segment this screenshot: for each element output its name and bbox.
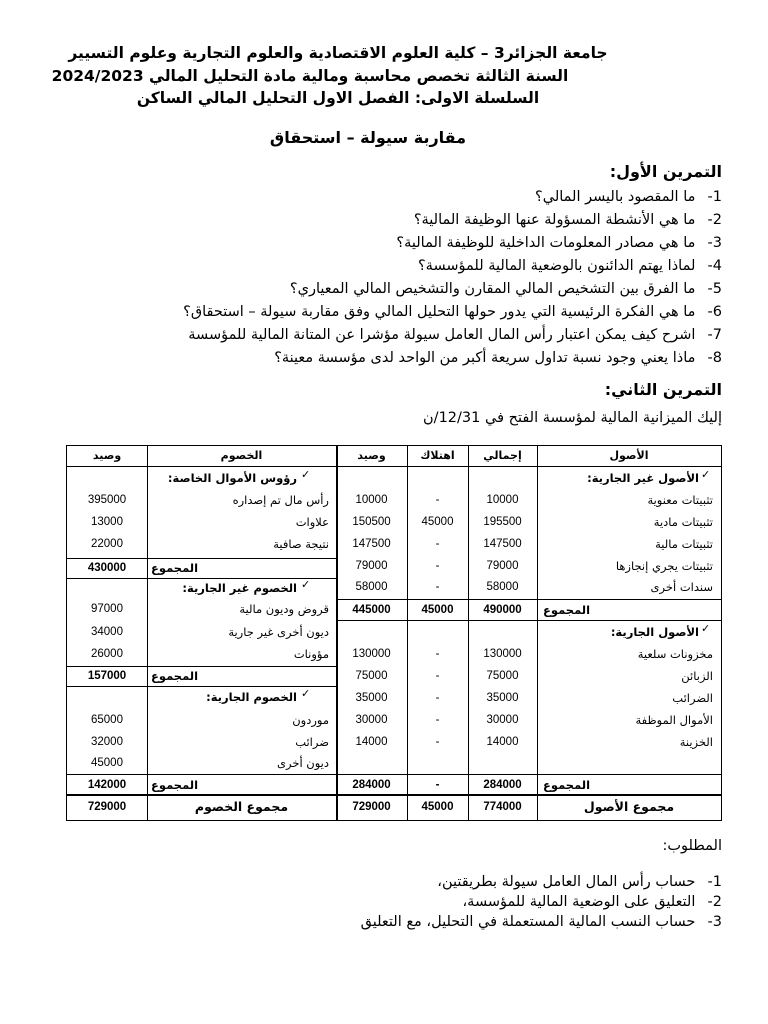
balance-sheet-table: [66, 445, 722, 821]
liability-label: ديون أخرى غير جارية: [228, 625, 329, 639]
question-text: ما الفرق بين التشخيص المالي المقارن والتشخيص المالي المعياري؟: [289, 281, 696, 297]
asset-net: 150500: [352, 516, 391, 528]
assets-grand-total-label: مجموع الأصول: [583, 799, 675, 814]
header-course: السنة الثالثة تخصص محاسبة ومالية مادة التحليل المالي 2024/2023: [51, 67, 569, 85]
question-text: لماذا يهتم الدائنون بالوضعية المالية للمؤسسة؟: [417, 258, 696, 274]
asset-dep: -: [435, 560, 440, 572]
liability-value: 97000: [91, 603, 123, 615]
assets-grand-total-net: 729000: [352, 801, 391, 813]
asset-gross: 30000: [486, 714, 519, 726]
question-text: ما هي مصادر المعلومات الداخلية للوظيفة المالية؟: [396, 235, 696, 251]
liability-label: نتيجة صافية: [273, 537, 329, 551]
question-text: ما المقصود باليسر المالي؟: [535, 189, 696, 205]
header-net: وصيد: [357, 449, 386, 462]
liability-label: موردون: [292, 713, 329, 727]
liability-subtotal-label: المجموع: [151, 669, 199, 683]
check-mark-icon: ✓: [301, 687, 311, 700]
liability-subtotal-value: 430000: [87, 562, 127, 574]
asset-label: تثبيتات مالية: [655, 537, 713, 551]
equity-title: رؤوس الأموال الخاصة:: [167, 471, 297, 485]
asset-net: 130000: [352, 648, 391, 660]
asset-label: الخزينة: [679, 735, 713, 749]
requirements-title: المطلوب:: [662, 838, 722, 854]
asset-subtotal-gross: 284000: [483, 779, 522, 791]
liability-label: قروض وديون مالية: [239, 602, 329, 616]
liability-value: 65000: [91, 714, 123, 726]
asset-gross: 79000: [486, 560, 519, 572]
asset-dep: -: [435, 581, 440, 593]
question-text: اشرح كيف يمكن اعتبار رأس المال العامل سيولة مؤشرا عن المتانة المالية للمؤسسة: [188, 327, 696, 343]
asset-gross: 35000: [486, 692, 519, 704]
requirement-item: [361, 892, 722, 912]
header-topic: مقاربة سيولة – استحقاق: [269, 128, 467, 147]
liability-subtotal-value: 157000: [87, 670, 127, 682]
asset-dep: -: [435, 648, 440, 660]
asset-subtotal-dep: 45000: [421, 604, 454, 616]
header-university: جامعة الجزائر3 – كلية العلوم الاقتصادية والعلوم التجارية وعلوم التسيير: [68, 44, 608, 62]
check-mark-icon: ✓: [301, 578, 311, 591]
asset-label: الأموال الموظفة: [635, 713, 713, 727]
requirement-number: 2-: [707, 894, 722, 910]
liability-value: 13000: [91, 516, 123, 528]
requirement-number: 3-: [707, 914, 722, 930]
asset-label: مخزونات سلعية: [637, 647, 713, 661]
asset-dep: -: [435, 670, 440, 682]
liability-subtotal-value: 142000: [87, 779, 127, 791]
question-number: 8-: [707, 350, 722, 366]
question-item: [32, 255, 722, 278]
requirement-text: التعليق على الوضعية المالية للمؤسسة،: [462, 894, 696, 910]
question-text: ما هي الأنشطة المسؤولة عنها الوظيفة المالية؟: [413, 212, 696, 228]
liability-value: 26000: [91, 648, 123, 660]
question-item: [32, 324, 722, 347]
question-item: [32, 232, 722, 255]
requirement-text: حساب رأس المال العامل سيولة بطريقتين،: [437, 874, 696, 890]
question-item: [32, 278, 722, 301]
question-item: [32, 186, 722, 209]
asset-dep: -: [435, 692, 440, 704]
liabilities-grand-total-value: 729000: [87, 801, 127, 813]
question-item: [32, 209, 722, 232]
asset-gross: 130000: [483, 648, 522, 660]
header-assets: الأصول: [609, 449, 649, 462]
asset-gross: 14000: [486, 736, 519, 748]
question-number: 6-: [707, 304, 722, 320]
asset-subtotal-net: 284000: [352, 779, 391, 791]
exercise1-questions: [32, 186, 722, 370]
asset-gross: 75000: [486, 670, 519, 682]
asset-net: 79000: [355, 560, 388, 572]
asset-dep: -: [435, 714, 440, 726]
question-text: ما هي الفكرة الرئيسية التي يدور حولها التحليل المالي وفق مقاربة سيولة – استحقاق؟: [183, 304, 696, 320]
header-liabilities: الخصوم: [220, 449, 263, 462]
exercise1-title: التمرين الأول:: [609, 162, 722, 181]
assets-current-title: الأصول الجارية:: [610, 625, 699, 639]
asset-subtotal-label: المجموع: [543, 778, 591, 792]
question-text: ماذا يعني وجود نسبة تداول سريعة أكبر من الواحد لدى مؤسسة معينة؟: [274, 350, 696, 366]
asset-gross: 147500: [483, 538, 522, 550]
noncurrent-liabilities-title: الخصوم غير الجارية:: [182, 581, 297, 595]
liability-subtotal-label: المجموع: [151, 778, 199, 792]
asset-net: 10000: [355, 494, 388, 506]
asset-label: سندات أخرى: [650, 580, 713, 594]
question-number: 2-: [707, 212, 722, 228]
liabilities-grand-total-label: مجموع الخصوم: [194, 799, 289, 814]
liability-label: مؤونات: [293, 647, 329, 661]
asset-dep: 45000: [421, 516, 454, 528]
liability-value: 22000: [91, 538, 123, 550]
asset-label: تثبيتات يجري إنجازها: [615, 559, 713, 573]
question-number: 1-: [707, 189, 722, 205]
check-mark-icon: ✓: [701, 468, 711, 481]
asset-gross: 58000: [486, 581, 519, 593]
exercise2-intro: إليك الميزانية المالية لمؤسسة الفتح في 12/31/ن: [423, 410, 722, 426]
header-series: السلسلة الاولى: الفصل الاول التحليل المالي الساكن: [136, 89, 540, 107]
question-number: 7-: [707, 327, 722, 343]
asset-gross: 195500: [483, 516, 522, 528]
requirement-item: [361, 912, 722, 932]
liability-label: ديون أخرى: [276, 756, 329, 770]
liability-value: 45000: [91, 757, 123, 769]
question-item: [32, 301, 722, 324]
asset-subtotal-dep: -: [435, 779, 440, 791]
asset-subtotal-net: 445000: [352, 604, 391, 616]
assets-noncurrent-title: الأصول غير الجارية:: [587, 471, 699, 485]
exercise2-title: التمرين الثاني:: [604, 380, 722, 399]
header-depreciation: اهتلاك: [420, 449, 455, 462]
requirement-item: [361, 872, 722, 892]
asset-net: 58000: [355, 581, 388, 593]
asset-label: تثبيتات معنوية: [647, 493, 713, 507]
question-number: 4-: [707, 258, 722, 274]
liability-subtotal-label: المجموع: [151, 561, 199, 575]
asset-net: 30000: [355, 714, 388, 726]
asset-net: 75000: [355, 670, 388, 682]
asset-gross: 10000: [486, 494, 519, 506]
question-item: [32, 347, 722, 370]
asset-net: 14000: [355, 736, 388, 748]
liability-label: علاوات: [295, 515, 329, 529]
assets-grand-total-gross: 774000: [483, 801, 522, 813]
liability-value: 34000: [91, 626, 123, 638]
asset-net: 35000: [355, 692, 388, 704]
current-liabilities-title: الخصوم الجارية:: [206, 690, 297, 704]
question-number: 5-: [707, 281, 722, 297]
header-balance: وصيد: [92, 449, 122, 462]
check-mark-icon: ✓: [701, 622, 711, 635]
requirements-list: [361, 872, 722, 932]
question-number: 3-: [707, 235, 722, 251]
asset-dep: -: [435, 494, 440, 506]
liability-value: 32000: [91, 736, 123, 748]
asset-dep: -: [435, 538, 440, 550]
asset-label: الزبائن: [681, 669, 713, 683]
liability-label: رأس مال تم إصداره: [232, 493, 329, 507]
asset-subtotal-gross: 490000: [483, 604, 522, 616]
liability-label: ضرائب: [295, 735, 329, 749]
assets-grand-total-dep: 45000: [421, 801, 454, 813]
check-mark-icon: ✓: [301, 468, 311, 481]
requirement-number: 1-: [707, 874, 722, 890]
asset-label: الضرائب: [672, 691, 713, 705]
asset-dep: -: [435, 736, 440, 748]
liability-value: 395000: [87, 494, 127, 506]
requirement-text: حساب النسب المالية المستعملة في التحليل، مع التعليق: [360, 914, 696, 930]
header-gross: إجمالي: [483, 449, 522, 462]
asset-net: 147500: [352, 538, 391, 550]
asset-subtotal-label: المجموع: [543, 603, 591, 617]
asset-label: تثبيتات مادية: [653, 515, 713, 529]
